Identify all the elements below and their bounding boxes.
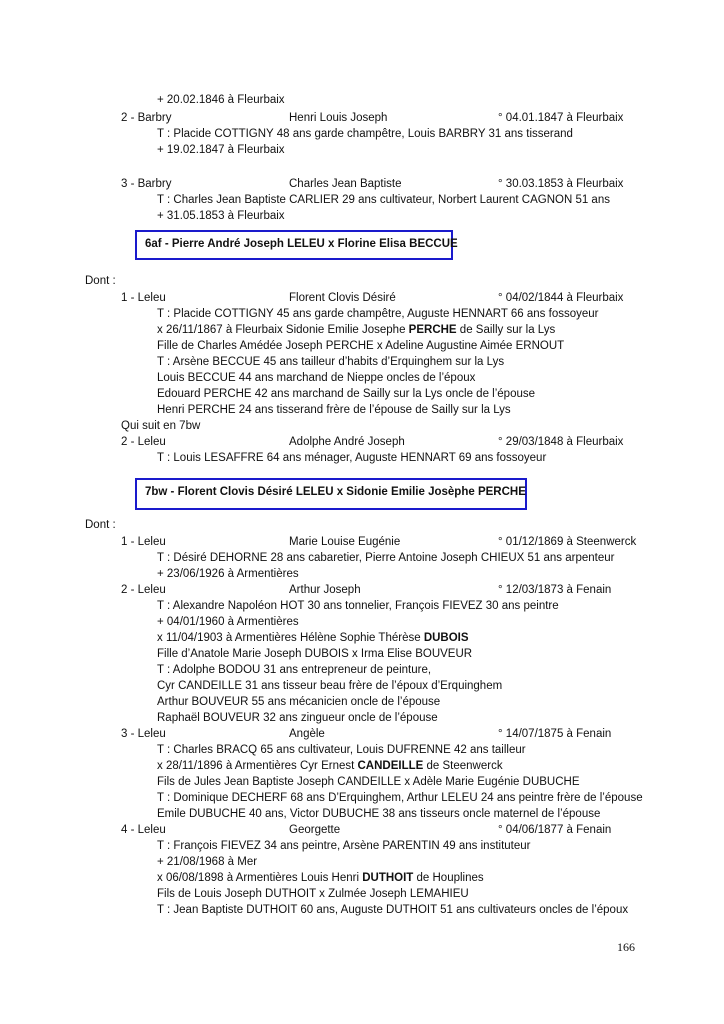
witness-line: T : Adolphe BODOU 31 ans entrepreneur de peinture, [157, 664, 432, 676]
witness-line: Henri PERCHE 24 ans tisserand frère de l’épouse de Sailly sur la Lys [157, 404, 511, 416]
witness-line: T : Dominique DECHERF 68 ans D’Erquinghem, Arthur LELEU 24 ans peintre frère de l’épouse [157, 792, 643, 804]
child-names: Charles Jean Baptiste [289, 178, 402, 190]
witness-line: T : François FIEVEZ 34 ans peintre, Arsène PARENTIN 49 ans instituteur [157, 840, 531, 852]
marriage-line [157, 630, 469, 646]
witness-line: T : Jean Baptiste DUTHOIT 60 ans, Auguste DUTHOIT 51 ans cultivateurs oncles de l’époux [157, 904, 629, 916]
parents-line: Fils de Jules Jean Baptiste Joseph CANDEILLE x Adèle Marie Eugénie DUBUCHE [157, 776, 580, 788]
child-birth: ° 04/06/1877 à Fenain [498, 824, 612, 836]
child-names: Marie Louise Eugénie [289, 536, 401, 548]
continuation-note: Qui suit en 7bw [121, 420, 201, 432]
child-birth: ° 01/12/1869 à Steenwerck [498, 536, 637, 548]
marriage-text: x 28/11/1896 à Armentières Cyr Ernest [157, 760, 358, 772]
child-names: Angèle [289, 728, 325, 740]
child-birth: ° 30.03.1853 à Fleurbaix [498, 178, 624, 190]
death-line: + 21/08/1968 à Mer [157, 856, 258, 868]
child-number: 2 - Leleu [121, 436, 166, 448]
section-title-7bw: 7bw - Florent Clovis Désiré LELEU x Sidonie Emilie Josèphe PERCHE [135, 478, 527, 510]
child-number: 2 - Leleu [121, 584, 166, 596]
marriage-line [157, 758, 503, 774]
child-birth: ° 04/02/1844 à Fleurbaix [498, 292, 624, 304]
marriage-line [157, 870, 484, 886]
section-title-6af: 6af - Pierre André Joseph LELEU x Florine Elisa BECCUE [135, 230, 453, 260]
marriage-line [157, 322, 555, 338]
child-number: 2 - Barbry [121, 112, 172, 124]
parents-line: Fille de Charles Amédée Joseph PERCHE x Adeline Augustine Aimée ERNOUT [157, 340, 565, 352]
witness-line: T : Placide COTTIGNY 45 ans garde champêtre, Auguste HENNART 66 ans fossoyeur [157, 308, 599, 320]
death-line: + 23/06/1926 à Armentières [157, 568, 299, 580]
witness-line: Arthur BOUVEUR 55 ans mécanicien oncle de l’épouse [157, 696, 441, 708]
death-line: + 04/01/1960 à Armentières [157, 616, 299, 628]
spouse-surname: DUBOIS [423, 632, 469, 644]
child-number: 1 - Leleu [121, 536, 166, 548]
spouse-surname: CANDEILLE [357, 760, 424, 772]
witness-line: T : Placide COTTIGNY 48 ans garde champêtre, Louis BARBRY 31 ans tisserand [157, 128, 573, 140]
death-line: + 19.02.1847 à Fleurbaix [157, 144, 285, 156]
witness-line: T : Charles BRACQ 65 ans cultivateur, Louis DUFRENNE 42 ans tailleur [157, 744, 526, 756]
spouse-surname: DUTHOIT [362, 872, 414, 884]
child-names: Arthur Joseph [289, 584, 361, 596]
child-birth: ° 29/03/1848 à Fleurbaix [498, 436, 624, 448]
witness-line: Edouard PERCHE 42 ans marchand de Sailly sur la Lys oncle de l’épouse [157, 388, 536, 400]
death-line: + 31.05.1853 à Fleurbaix [157, 210, 285, 222]
child-number: 4 - Leleu [121, 824, 166, 836]
child-number: 3 - Barbry [121, 178, 172, 190]
marriage-text: x 26/11/1867 à Fleurbaix Sidonie Emilie Josephe [157, 324, 409, 336]
witness-line: T : Louis LESAFFRE 64 ans ménager, Auguste HENNART 69 ans fossoyeur [157, 452, 547, 464]
witness-line: T : Désiré DEHORNE 28 ans cabaretier, Pierre Antoine Joseph CHIEUX 51 ans arpenteur [157, 552, 615, 564]
marriage-text: x 06/08/1898 à Armentières Louis Henri [157, 872, 363, 884]
child-birth: ° 04.01.1847 à Fleurbaix [498, 112, 624, 124]
witness-line: T : Arsène BECCUE 45 ans tailleur d’habits d’Erquinghem sur la Lys [157, 356, 505, 368]
child-number: 1 - Leleu [121, 292, 166, 304]
child-birth: ° 12/03/1873 à Fenain [498, 584, 612, 596]
child-names: Adolphe André Joseph [289, 436, 405, 448]
child-names: Florent Clovis Désiré [289, 292, 396, 304]
dont-label: Dont : [85, 275, 116, 287]
marriage-place: de Sailly sur la Lys [456, 324, 556, 336]
child-number: 3 - Leleu [121, 728, 166, 740]
dont-label: Dont : [85, 519, 116, 531]
parents-line: Fille d’Anatole Marie Joseph DUBOIS x Irma Elise BOUVEUR [157, 648, 473, 660]
marriage-text: x 11/04/1903 à Armentières Hélène Sophie Thérèse [157, 632, 424, 644]
witness-line: Louis BECCUE 44 ans marchand de Nieppe oncles de l’époux [157, 372, 476, 384]
marriage-place: de Houplines [413, 872, 484, 884]
child-names: Georgette [289, 824, 341, 836]
witness-line: T : Charles Jean Baptiste CARLIER 29 ans cultivateur, Norbert Laurent CAGNON 51 ans [157, 194, 610, 206]
child-names: Henri Louis Joseph [289, 112, 388, 124]
witness-line: Raphaël BOUVEUR 32 ans zingueur oncle de l’épouse [157, 712, 438, 724]
page-number: 166 [617, 940, 635, 954]
death-line: + 20.02.1846 à Fleurbaix [157, 94, 285, 106]
child-birth: ° 14/07/1875 à Fenain [498, 728, 612, 740]
parents-line: Fils de Louis Joseph DUTHOIT x Zulmée Joseph LEMAHIEU [157, 888, 469, 900]
witness-line: Emile DUBUCHE 40 ans, Victor DUBUCHE 38 ans tisseurs oncle maternel de l’épouse [157, 808, 601, 820]
marriage-place: de Steenwerck [423, 760, 503, 772]
witness-line: T : Alexandre Napoléon HOT 30 ans tonnelier, François FIEVEZ 30 ans peintre [157, 600, 559, 612]
witness-line: Cyr CANDEILLE 31 ans tisseur beau frère de l’époux d’Erquinghem [157, 680, 503, 692]
spouse-surname: PERCHE [408, 324, 457, 336]
